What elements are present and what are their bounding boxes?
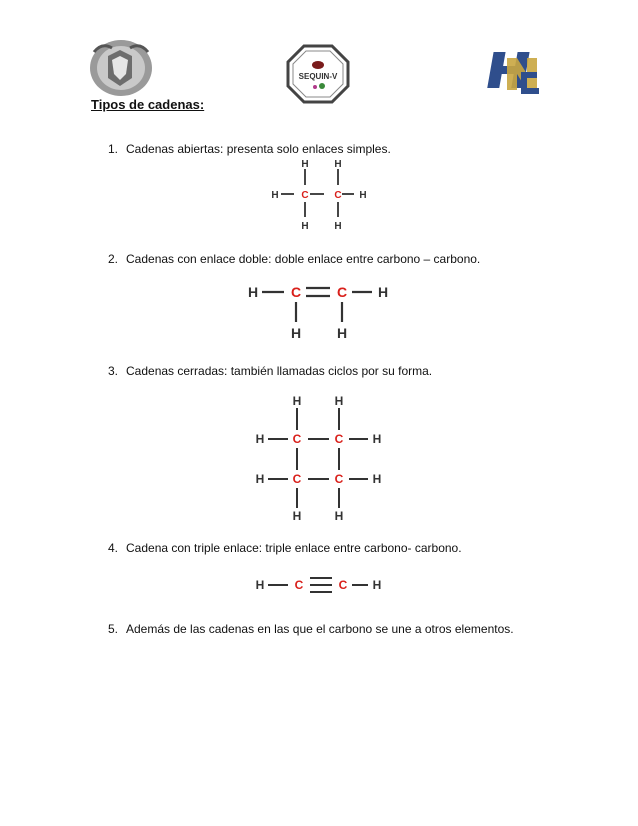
list-item-5	[108, 622, 514, 636]
carbon-atom: C	[294, 578, 304, 592]
list-item-3	[108, 364, 432, 378]
carbon-atom: C	[336, 284, 348, 300]
hydrogen-atom: H	[255, 472, 265, 486]
ethane-diagram	[262, 155, 382, 235]
carbon-atom: C	[290, 284, 302, 300]
list-item-1	[108, 142, 391, 156]
carbon-atom: C	[292, 472, 302, 486]
hydrogen-atom: H	[292, 509, 302, 523]
carbon-atom: C	[292, 432, 302, 446]
hydrogen-atom: H	[372, 472, 382, 486]
hydrogen-atom: H	[334, 509, 344, 523]
carbon-atom: C	[338, 578, 348, 592]
page-title: Tipos de cadenas:	[91, 97, 205, 112]
cyclobutane-diagram	[250, 390, 390, 524]
list-item-text: Cadenas abiertas: presenta solo enlaces simples.	[126, 142, 391, 156]
carbon-atom: C	[334, 432, 344, 446]
list-item-2	[108, 252, 480, 266]
hydrogen-atom: H	[301, 159, 309, 170]
hydrogen-atom: H	[334, 394, 344, 408]
list-item-number: 1.	[108, 142, 119, 156]
hydrogen-atom: H	[255, 432, 265, 446]
hydrogen-atom: H	[372, 432, 382, 446]
hydrogen-atom: H	[301, 221, 309, 232]
list-item-number: 5.	[108, 622, 119, 636]
hydrogen-atom: H	[334, 221, 342, 232]
hnc-logo	[483, 44, 543, 100]
list-item-number: 4.	[108, 541, 119, 555]
sequin-label: SEQUIN-V	[298, 72, 338, 81]
hydrogen-atom: H	[247, 284, 259, 300]
ethene-diagram	[240, 276, 400, 346]
hydrogen-atom: H	[292, 394, 302, 408]
list-item-text: Cadenas cerradas: también llamadas ciclos por su forma.	[126, 364, 433, 378]
list-item-text: Además de las cadenas en las que el carbono se une a otros elementos.	[126, 622, 514, 636]
hydrogen-atom: H	[255, 578, 265, 592]
unam-logo	[88, 38, 154, 98]
sequin-logo	[286, 44, 350, 104]
list-item-number: 2.	[108, 252, 119, 266]
carbon-atom: C	[334, 472, 344, 486]
list-item-text: Cadena con triple enlace: triple enlace entre carbono- carbono.	[126, 541, 462, 555]
hydrogen-atom: H	[372, 578, 382, 592]
list-item-4	[108, 541, 462, 555]
list-item-text: Cadenas con enlace doble: doble enlace entre carbono – carbono.	[126, 252, 481, 266]
hydrogen-atom: H	[377, 284, 389, 300]
hydrogen-atom: H	[290, 325, 302, 341]
hydrogen-atom: H	[334, 159, 342, 170]
list-item-number: 3.	[108, 364, 119, 378]
hydrogen-atom: H	[359, 190, 367, 201]
hydrogen-atom: H	[336, 325, 348, 341]
hydrogen-atom: H	[271, 190, 279, 201]
carbon-atom: C	[301, 190, 309, 201]
carbon-atom: C	[334, 190, 342, 201]
ethyne-diagram	[250, 570, 390, 606]
